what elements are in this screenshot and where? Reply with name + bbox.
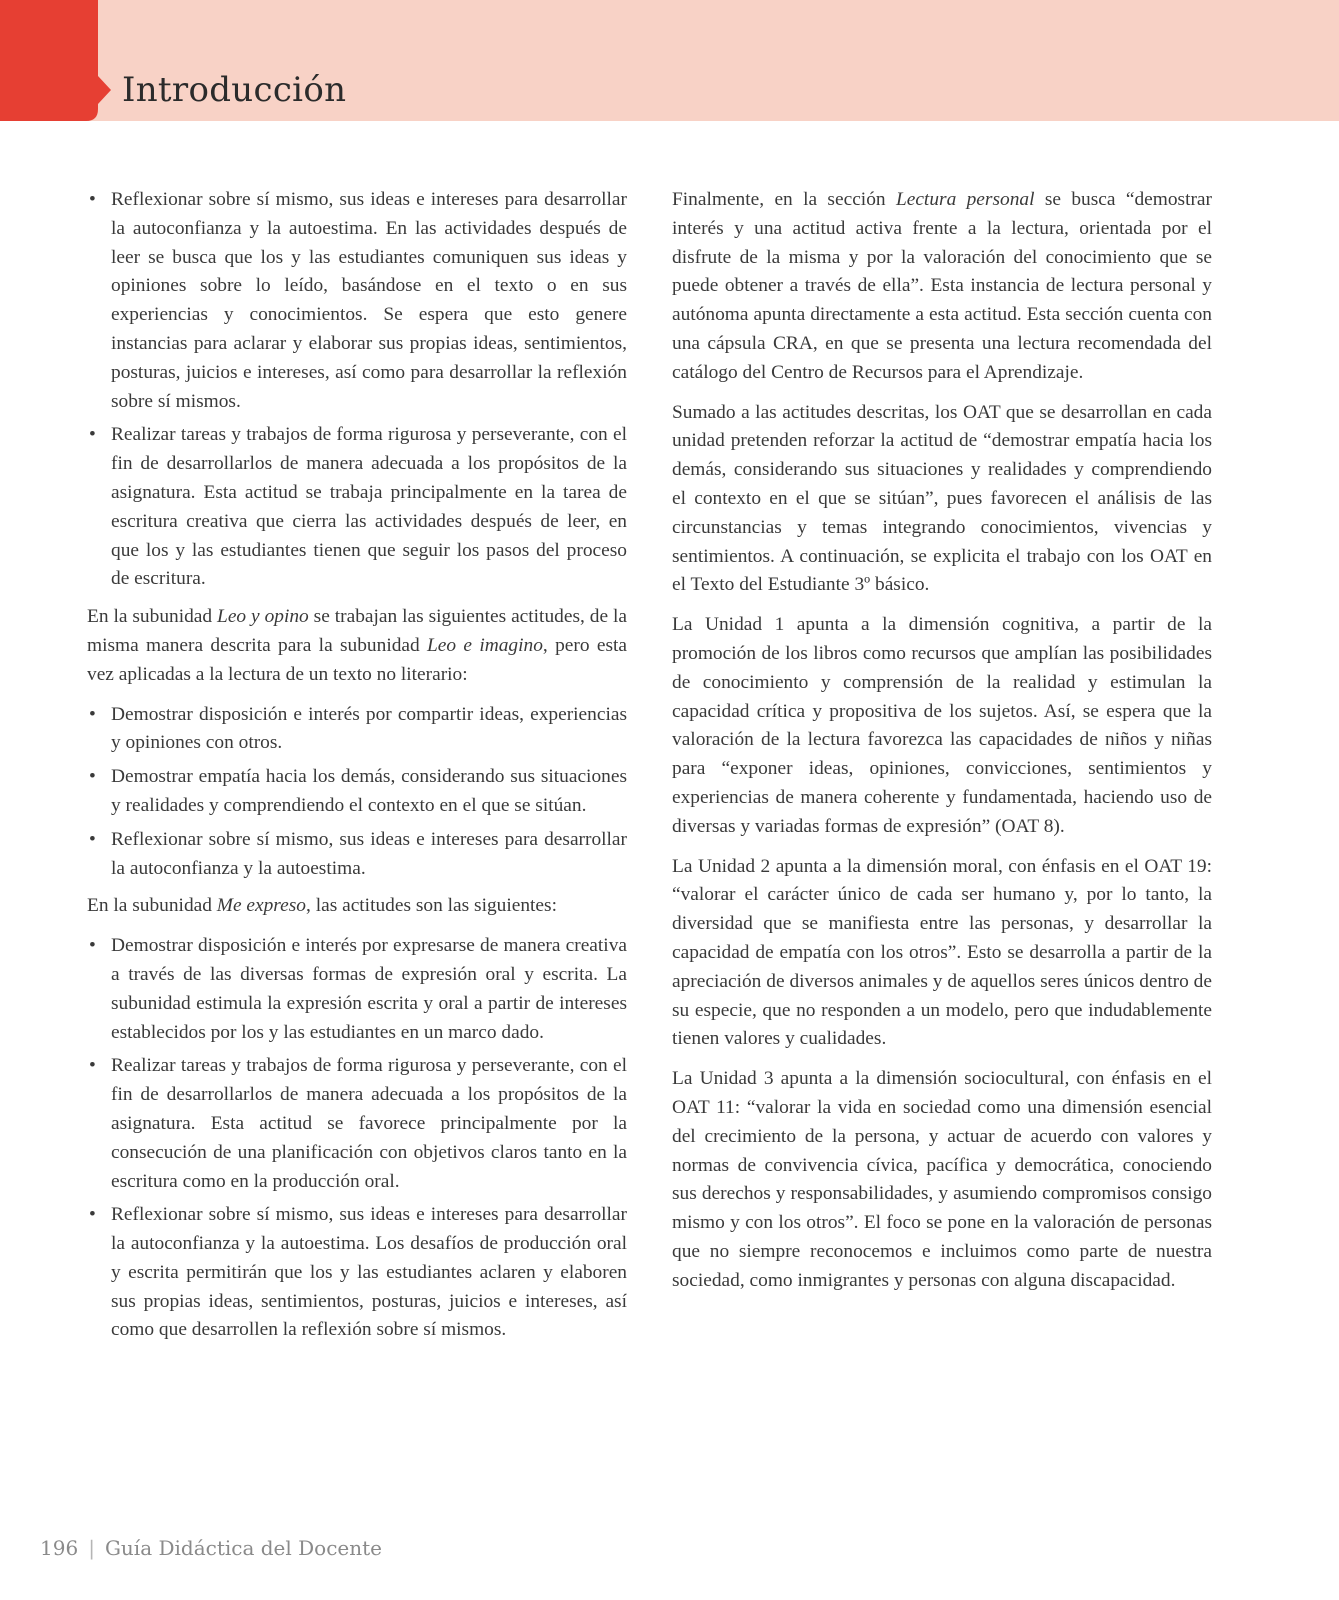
paragraph-unidad-1: La Unidad 1 apunta a la dimensión cognitiva, a partir de la promoción de los libros como recursos que amplían las posibilidades de conocimiento y comprensión de la realidad y estimulan la capacidad crítica y propositiva de los sujetos. Así, se espera que la valoración de la lectura favorezca las capacidades de niños y niñas para “exponer ideas, opiniones, convicciones, sentimientos y experiencias de manera coherente y fundamentada, haciendo uso de diversas y variadas formas de expresión” (OAT 8). (672, 614, 1212, 837)
list-item: • Reflexionar sobre sí mismo, sus ideas e intereses para desarrollar la autoconfianza y la autoestima. Los desafíos de producción oral y escrita permitirán que los y las estudiantes aclaren y elaboren sus propias ideas, sentimientos, posturas, juicios e intereses, así como que desarrollen la reflexión sobre sí mismos. (87, 1201, 627, 1345)
right-column (672, 186, 1212, 1306)
paragraph-lectura-personal: Finalmente, en la sección Lectura personal se busca “demostrar interés y una actitud activa frente a la lectura, orientada por el disfrute de la misma y por la valoración del conocimiento que se puede obtener a través de ella”. Esta instancia de lectura personal y autónoma apunta directamente a esta actitud. Esta sección cuenta con una cápsula CRA, en que se presenta una lectura recomendada del catálogo del Centro de Recursos para el Aprendizaje. (672, 189, 1212, 383)
book-title: Guía Didáctica del Docente (104, 1536, 383, 1560)
paragraph-me-expreso: En la subunidad Me expreso, las actitudes son las siguientes: (87, 895, 557, 917)
paragraph-unidad-3: La Unidad 3 apunta a la dimensión sociocultural, con énfasis en el OAT 11: “valorar la vida en sociedad como una dimensión esencial del crecimiento de la persona, y actuar de acuerdo con valores y normas de convivencia cívica, pacífica y democrática, conociendo sus derechos y responsabilidades, y asumiendo compromisos consigo mismo y con los otros”. El foco se pone en la valoración de personas que no siempre reconocemos e incluimos como parte de nuestra sociedad, como inmigrantes y personas con alguna discapacidad. (672, 1068, 1212, 1291)
list-item: • Realizar tareas y trabajos de forma rigurosa y perseverante, con el fin de desarrollarlos de manera adecuada a los propósitos de la asignatura. Esta actitud se trabaja principalmente en la tarea de escritura creativa que cierra las actividades después de leer, en que los y las estudiantes tienen que seguir los pasos del proceso de escritura. (87, 421, 627, 594)
section-tab-marker (0, 0, 112, 121)
attitude-list-me-expreso (87, 932, 627, 1345)
left-column (87, 186, 627, 1354)
paragraph-unidad-2: La Unidad 2 apunta a la dimensión moral, con énfasis en el OAT 19: “valorar el carácter único de cada ser humano y, por lo tanto, la diversidad que se manifiesta entre las personas, y desarrollar la capacidad de empatía con los otros”. Esto se desarrolla a partir de la apreciación de diversos animales y de aquellos seres únicos dentro de su especie, que no responden a un modelo, pero que indudablemente tienen valores y cualidades. (672, 855, 1212, 1050)
paragraph-oat-intro: Sumado a las actitudes descritas, los OAT que se desarrollan en cada unidad pretenden reforzar la actitud de “demostrar empatía hacia los demás, considerando sus situaciones y realidades y comprendiendo el contexto en el que se sitúan”, pues favorecen el análisis de las circunstancias y temas integrando conocimientos, vivencias y sentimientos. A continuación, se explicita el trabajo con los OAT en el Texto del Estudiante 3º básico. (672, 401, 1212, 596)
list-item: • Demostrar disposición e interés por compartir ideas, experiencias y opiniones con otros. (87, 701, 627, 759)
attitude-list-leo-e-imagino (87, 186, 627, 594)
page-footer (40, 1536, 382, 1560)
list-item: • Demostrar empatía hacia los demás, considerando sus situaciones y realidades y comprendiendo el contexto en el que se sitúan. (87, 763, 627, 821)
list-item: • Demostrar disposición e interés por expresarse de manera creativa a través de las diversas formas de expresión oral y escrita. La subunidad estimula la expresión escrita y oral a partir de intereses establecidos por los y las estudiantes en un marco dado. (87, 932, 627, 1047)
list-item: • Reflexionar sobre sí mismo, sus ideas e intereses para desarrollar la autoconfianza y la autoestima. (87, 826, 627, 884)
page-title: Introducción (122, 70, 347, 110)
footer-separator: | (88, 1536, 95, 1560)
paragraph-leo-y-opino: En la subunidad Leo y opino se trabajan las siguientes actitudes, de la misma manera descrita para la subunidad Leo e imagino, pero esta vez aplicadas a la lectura de un texto no literario: (87, 606, 627, 685)
list-item: • Reflexionar sobre sí mismo, sus ideas e intereses para desarrollar la autoconfianza y la autoestima. En las actividades después de leer se busca que los y las estudiantes comuniquen sus ideas y opiniones sobre lo leído, basándose en el texto o en sus experiencias y conocimientos. Se espera que esto genere instancias para aclarar y elaborar sus propias ideas, sentimientos, posturas, juicios e intereses, así como para desarrollar la reflexión sobre sí mismos. (87, 186, 627, 416)
page-number: 196 (40, 1536, 79, 1560)
list-item: • Realizar tareas y trabajos de forma rigurosa y perseverante, con el fin de desarrollarlos de manera adecuada a los propósitos de la asignatura. Esta actitud se favorece principalmente por la consecución de una planificación con objetivos claros tanto en la escritura como en la producción oral. (87, 1052, 627, 1196)
attitude-list-leo-y-opino (87, 701, 627, 884)
